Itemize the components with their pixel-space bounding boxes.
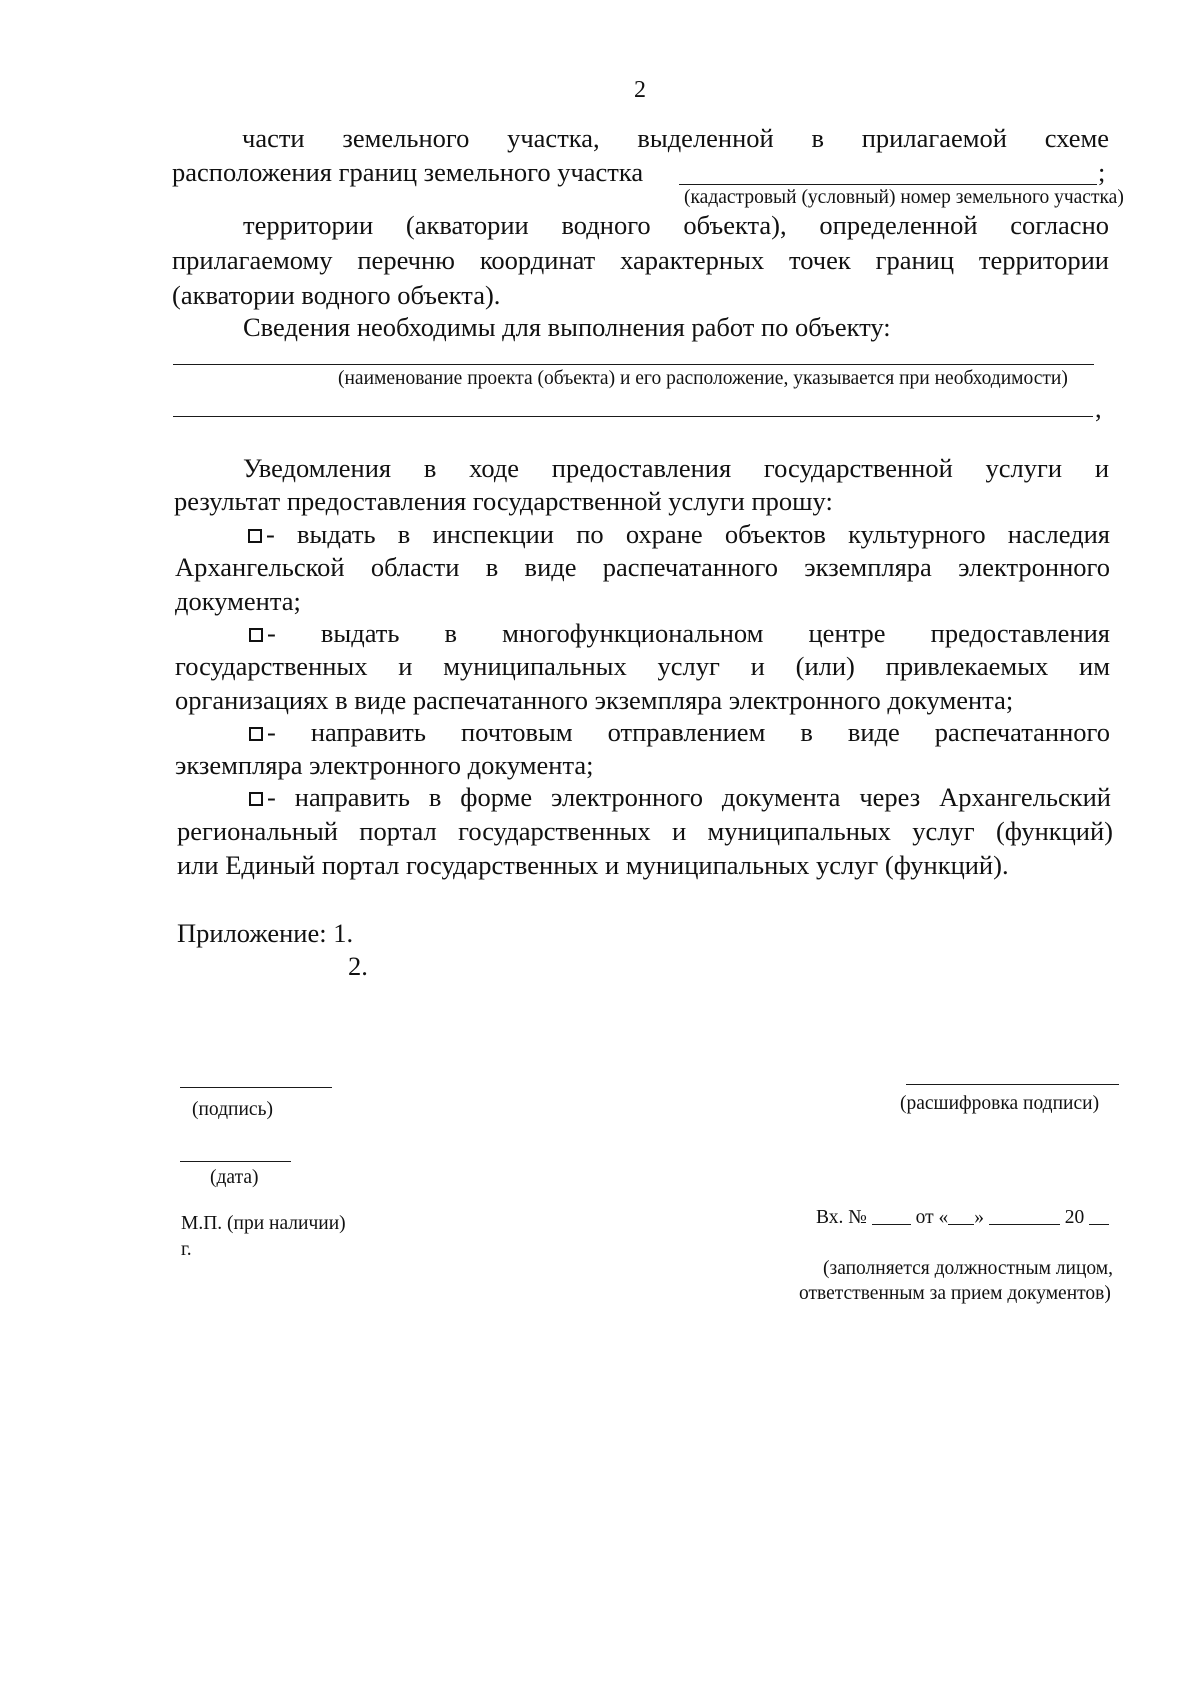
registration-row [816, 1206, 1109, 1230]
option-1-line1 [248, 518, 1110, 550]
option-1-line3: документа; [175, 586, 301, 616]
p2-line2: прилагаемому перечню координат характерных точек границ территории [172, 245, 1109, 275]
p3-line1: Сведения необходимы для выполнения работ по объекту: [243, 312, 891, 342]
vh-number-blank[interactable] [872, 1206, 911, 1225]
option-1-line2: Архангельской области в виде распечатанного экземпляра электронного [175, 552, 1110, 582]
registration-note-line1: (заполняется должностным лицом, [823, 1258, 1113, 1279]
option-2-line3: организациях в виде распечатанного экземпляра электронного документа; [175, 685, 1014, 715]
year-suffix: г. [181, 1239, 192, 1260]
month-blank[interactable] [989, 1206, 1060, 1225]
date-caption: (дата) [210, 1167, 259, 1188]
stamp-label: М.П. (при наличии) [181, 1213, 346, 1234]
option-3-line2: экземпляра электронного документа; [175, 750, 594, 780]
option-3-text: - направить почтовым отправлением в виде распечатанного [267, 717, 1110, 747]
signature-decode-line[interactable] [906, 1084, 1119, 1085]
year-blank[interactable] [1089, 1206, 1109, 1225]
p4-line1: Уведомления в ходе предоставления государственной услуги и [243, 453, 1109, 483]
option-4-text: - направить в форме электронного документа через Архангельский [267, 782, 1111, 812]
registration-note-line2: ответственным за прием документов) [799, 1283, 1111, 1304]
p4-line2: результат предоставления государственной услуги прошу: [174, 486, 833, 516]
option-3-line1 [249, 716, 1110, 748]
signature-decode-caption: (расшифровка подписи) [900, 1093, 1100, 1114]
ot-label: от « [915, 1207, 949, 1228]
attachment-item-2: 2. [348, 951, 368, 981]
cadastral-caption: (кадастровый (условный) номер земельного участка) [684, 187, 1124, 208]
quote-close: » [974, 1207, 984, 1228]
date-line[interactable] [180, 1161, 291, 1162]
option-4-checkbox[interactable] [249, 792, 263, 806]
option-2-text: - выдать в многофункциональном центре предоставления [267, 618, 1110, 648]
signature-line[interactable] [180, 1087, 332, 1088]
cadastral-number-blank[interactable] [679, 184, 1097, 185]
p1-line1: части земельного участка, выделенной в прилагаемой схеме [242, 123, 1109, 153]
object-name-blank-2[interactable] [173, 416, 1093, 417]
option-1-checkbox[interactable] [248, 529, 262, 543]
year-prefix: 20 [1064, 1207, 1085, 1228]
object-name-blank-1[interactable] [173, 364, 1094, 365]
p2-line1: территории (акватории водного объекта), определенной согласно [243, 210, 1109, 240]
page-number: 2 [634, 77, 646, 103]
vh-label: Вх. № [816, 1207, 867, 1228]
day-blank[interactable] [948, 1206, 974, 1225]
option-3-checkbox[interactable] [249, 727, 263, 741]
option-2-checkbox[interactable] [249, 628, 263, 642]
option-4-line1 [249, 781, 1111, 813]
option-4-line2: региональный портал государственных и муниципальных услуг (функций) [177, 816, 1113, 846]
object-caption: (наименование проекта (объекта) и его расположение, указывается при необходимости) [338, 368, 1068, 389]
option-1-text: - выдать в инспекции по охране объектов культурного наследия [266, 519, 1110, 549]
option-2-line1 [249, 617, 1110, 649]
option-4-line3: или Единый портал государственных и муниципальных услуг (функций). [177, 850, 1009, 880]
p1-line2-end: ; [1098, 157, 1106, 187]
p3-line-end: , [1095, 393, 1102, 423]
signature-caption: (подпись) [192, 1099, 273, 1120]
p1-line2: расположения границ земельного участка [172, 157, 644, 187]
p2-line3: (акватории водного объекта). [172, 280, 501, 310]
option-2-line2: государственных и муниципальных услуг и (или) привлекаемых им [175, 651, 1110, 681]
attachments-label: Приложение: 1. [177, 918, 354, 948]
